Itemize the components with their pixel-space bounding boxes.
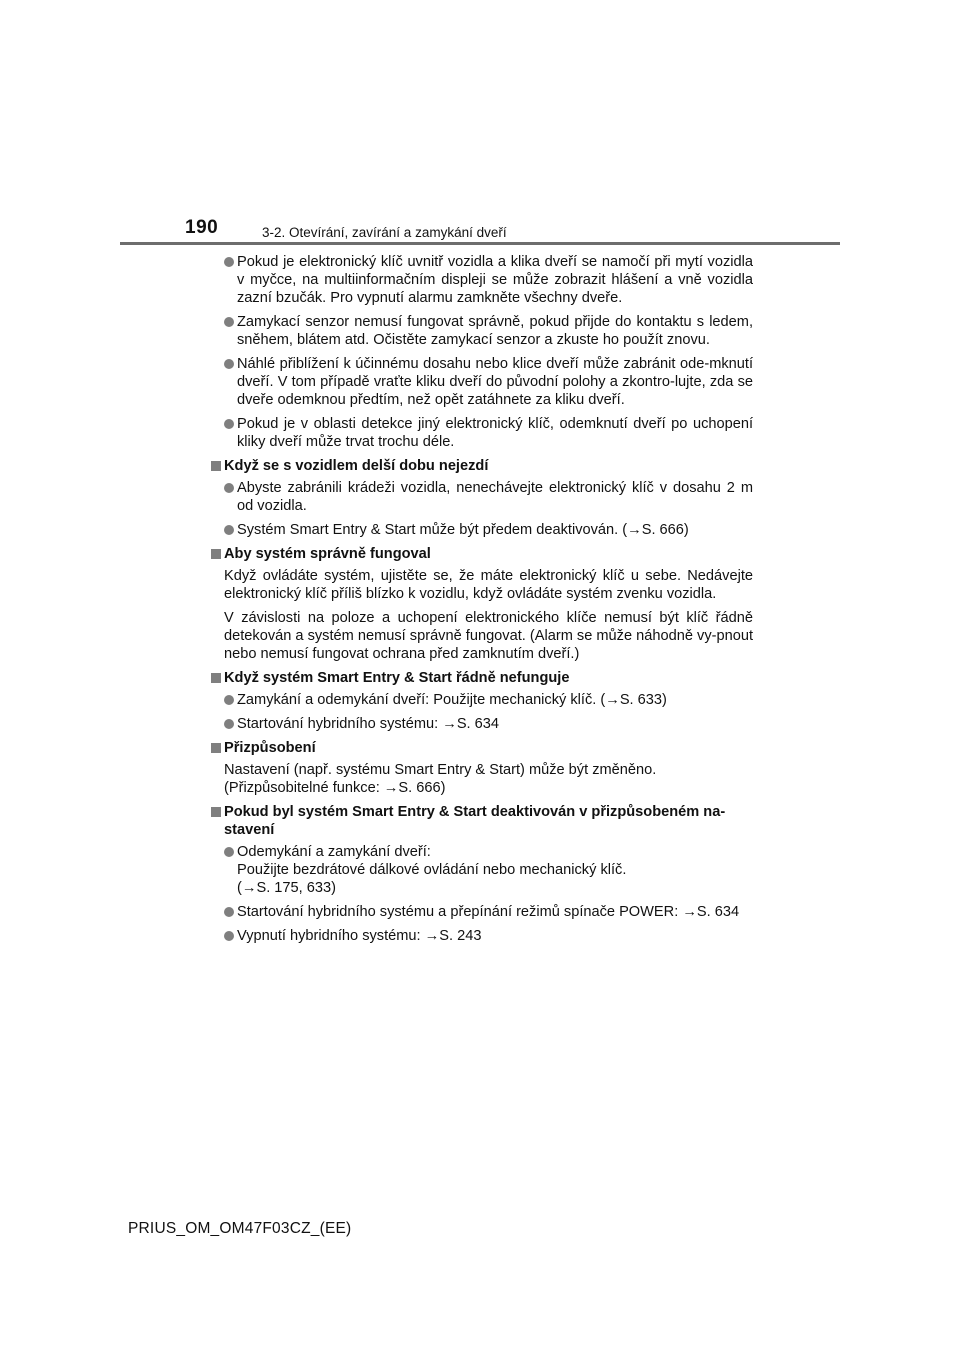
item-text: Zamykání a odemykání dveří: Použijte mechanický klíč. (→S. 633): [237, 692, 667, 708]
square-bullet-icon: [211, 549, 221, 559]
item-text: Startování hybridního systému: →S. 634: [237, 716, 500, 732]
heading-text: Když systém Smart Entry & Start řádně nefunguje: [224, 670, 570, 686]
list-item: [208, 479, 753, 515]
paragraph: Když ovládáte systém, ujistěte se, že máte elektronický klíč u sebe. Nedávejte elektronický klíč příliš blízko k vozidlu, když ovládáte systém zvenku vozidla.: [224, 568, 753, 602]
list-item: [208, 927, 753, 945]
item-text: [237, 843, 753, 897]
list-item: [208, 843, 753, 897]
bullet-icon: [224, 483, 234, 493]
section-heading-deactivated: [208, 803, 753, 839]
item-line: Odemykání a zamykání dveří:: [237, 844, 431, 860]
header-divider: [120, 242, 840, 245]
list-item: [208, 903, 753, 921]
list-item: [208, 715, 753, 733]
bullet-icon: [224, 359, 234, 369]
section-heading-malfunction: [208, 669, 753, 687]
bullet-icon: [224, 907, 234, 917]
page-content: [208, 253, 753, 951]
bullet-icon: [224, 695, 234, 705]
page-number: 190: [185, 217, 219, 238]
list-item: [208, 313, 753, 349]
heading-text: Pokud byl systém Smart Entry & Start deaktivován v přizpůsobeném na-stavení: [224, 804, 726, 838]
list-item: [208, 691, 753, 709]
item-text: Náhlé přiblížení k účinnému dosahu nebo klice dveří může zabránit ode-mknutí dveří. V tom případě vraťte kliku dveří do původní polohy a zkontro-lujte, zda se dveře odemknou předtím, než opět zatáhnete za kliku dveří.: [237, 356, 753, 408]
item-line: (→S. 175, 633): [237, 880, 336, 896]
list-item: [208, 355, 753, 409]
square-bullet-icon: [211, 743, 221, 753]
bullet-icon: [224, 931, 234, 941]
item-text: Zamykací senzor nemusí fungovat správně, pokud přijde do kontaktu s ledem, sněhem, blátem atd. Očistěte zamykací senzor a zkuste ho použít znovu.: [237, 314, 753, 348]
section-heading-inactive-vehicle: [208, 457, 753, 475]
paragraph-line: Nastavení (např. systému Smart Entry & Start) může být změněno.: [224, 762, 657, 778]
heading-text: Přizpůsobení: [224, 740, 316, 756]
list-item: [208, 521, 753, 539]
bullet-icon: [224, 847, 234, 857]
item-text: Startování hybridního systému a přepínání režimů spínače POWER: →S. 634: [237, 904, 740, 920]
section-heading-proper-function: [208, 545, 753, 563]
item-text: Pokud je elektronický klíč uvnitř vozidla a klika dveří se namočí při mytí vozidla v myčce, na multiinformačním displeji se může zobrazit hlášení a vně vozidla zazní bzučák. Pro vypnutí alarmu zamkněte všechny dveře.: [237, 254, 753, 306]
bullet-icon: [224, 257, 234, 267]
paragraph: [208, 761, 753, 797]
paragraph: V závislosti na poloze a uchopení elektronického klíče nemusí být klíč řádně detekován a systém nemusí správně fungovat. (Alarm se může náhodně vy-pnout nebo nemusí fungovat ochrana před zamknutím dveří.): [224, 610, 753, 662]
square-bullet-icon: [211, 461, 221, 471]
square-bullet-icon: [211, 673, 221, 683]
item-text: Abyste zabránili krádeži vozidla, nenechávejte elektronický klíč v dosahu 2 m od vozidla.: [237, 480, 753, 514]
item-text: Vypnutí hybridního systému: →S. 243: [237, 928, 482, 944]
document-code: PRIUS_OM_OM47F03CZ_(EE): [128, 1220, 352, 1237]
list-item: [208, 415, 753, 451]
item-text: Systém Smart Entry & Start může být předem deaktivován. (→S. 666): [237, 522, 689, 538]
section-heading-customization: [208, 739, 753, 757]
square-bullet-icon: [211, 807, 221, 817]
item-line: Použijte bezdrátové dálkové ovládání nebo mechanický klíč.: [237, 862, 627, 878]
heading-text: Když se s vozidlem delší dobu nejezdí: [224, 458, 489, 474]
paragraph-line: (Přizpůsobitelné funkce: →S. 666): [224, 780, 446, 796]
item-text: Pokud je v oblasti detekce jiný elektronický klíč, odemknutí dveří po uchopení kliky dveří může trvat trochu déle.: [237, 416, 753, 450]
heading-text: Aby systém správně fungoval: [224, 546, 431, 562]
page-header: [0, 0, 960, 250]
bullet-icon: [224, 317, 234, 327]
bullet-icon: [224, 719, 234, 729]
section-title: 3-2. Otevírání, zavírání a zamykání dveří: [262, 225, 507, 240]
bullet-icon: [224, 419, 234, 429]
list-item: [208, 253, 753, 307]
bullet-icon: [224, 525, 234, 535]
